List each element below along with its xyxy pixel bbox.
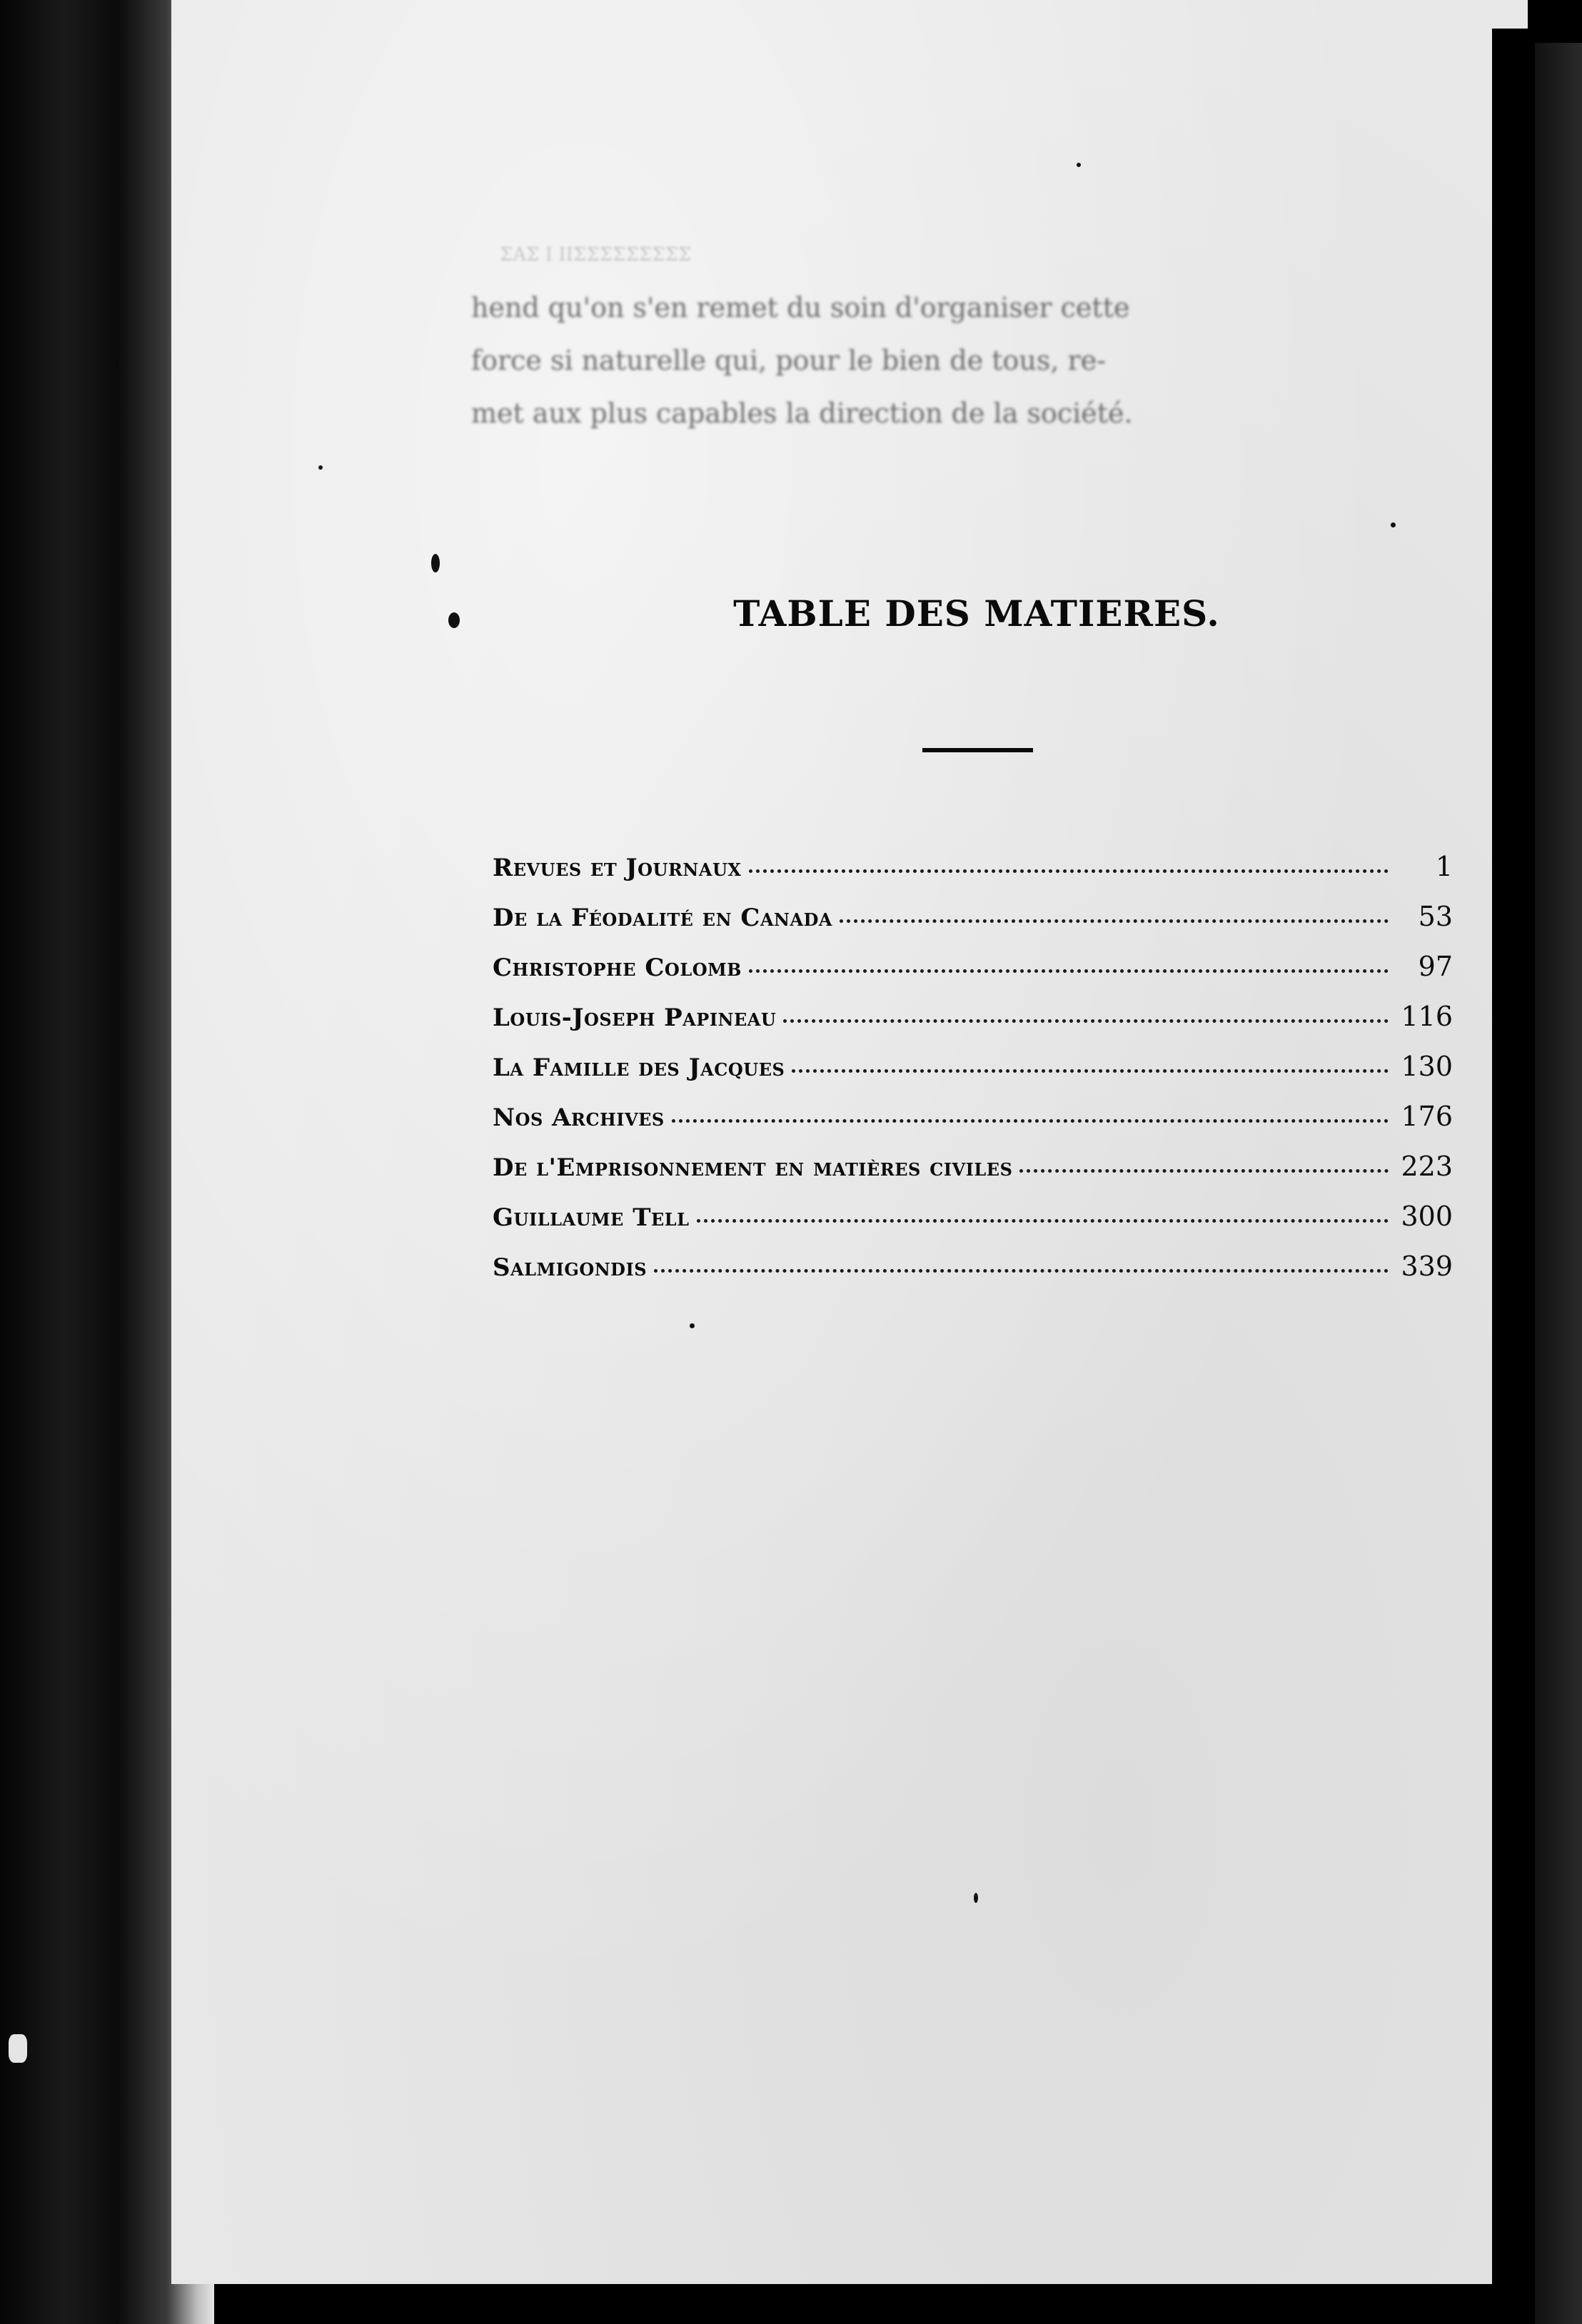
toc-entry-page: 176 xyxy=(1401,1101,1453,1132)
show-through-line: hend qu'on s'en remet du soin d'organiser cette xyxy=(471,292,1130,323)
toc-entry-title: Christophe Colomb xyxy=(493,954,742,982)
page-title: TABLE DES MATIERES. xyxy=(733,592,1220,635)
facing-page-edge xyxy=(1535,43,1582,2324)
toc-entry-page: 130 xyxy=(1401,1051,1453,1082)
toc-entry[interactable] xyxy=(493,951,1453,1001)
dot-leader xyxy=(654,1269,1389,1273)
ink-speck xyxy=(448,612,460,628)
dot-leader xyxy=(840,919,1389,923)
toc-entry[interactable] xyxy=(493,1101,1453,1151)
dot-leader xyxy=(783,1019,1389,1023)
toc-entry-page: 116 xyxy=(1401,1001,1453,1032)
toc-entry[interactable] xyxy=(493,901,1453,951)
table-of-contents xyxy=(493,851,1453,1300)
ink-speck xyxy=(690,1323,695,1328)
ink-speck xyxy=(318,465,323,470)
dot-leader xyxy=(697,1219,1389,1223)
toc-entry-page: 300 xyxy=(1401,1201,1453,1232)
toc-entry[interactable] xyxy=(493,1151,1453,1201)
title-divider xyxy=(922,748,1033,752)
toc-entry-title: Guillaume Tell xyxy=(493,1203,690,1232)
ink-speck xyxy=(431,554,440,572)
ink-speck xyxy=(974,1893,978,1903)
show-through-line: force si naturelle qui, pour le bien de tous, re- xyxy=(471,345,1107,376)
show-through-header: ΣΑΣ Ι ΙΙΣΣΣΣΣΣΣΣΣ xyxy=(500,244,692,266)
dot-leader xyxy=(1019,1169,1389,1173)
toc-entry-title: La Famille des Jacques xyxy=(493,1054,785,1082)
toc-entry-page: 53 xyxy=(1418,901,1453,932)
toc-entry-page: 223 xyxy=(1401,1151,1453,1182)
toc-entry[interactable] xyxy=(493,1001,1453,1051)
toc-entry-title: De l'Emprisonnement en matières civiles xyxy=(493,1153,1013,1182)
show-through-line: met aux plus capables la direction de la société. xyxy=(471,398,1133,429)
toc-entry-page: 339 xyxy=(1401,1251,1453,1282)
toc-entry[interactable] xyxy=(493,851,1453,901)
toc-entry-page: 1 xyxy=(1435,851,1453,882)
toc-entry[interactable] xyxy=(493,1051,1453,1101)
toc-entry-title: De la Féodalité en Canada xyxy=(493,904,833,932)
toc-entry[interactable] xyxy=(493,1201,1453,1251)
toc-entry-title: Nos Archives xyxy=(493,1103,665,1132)
dot-leader xyxy=(749,869,1389,873)
toc-entry-title: Revues et Journaux xyxy=(493,854,742,882)
toc-entry-page: 97 xyxy=(1418,951,1453,982)
dot-leader xyxy=(749,969,1389,973)
toc-entry-title: Salmigondis xyxy=(493,1253,648,1282)
show-through-text xyxy=(471,228,1442,440)
ink-speck xyxy=(1391,522,1396,527)
ink-speck xyxy=(9,2034,27,2063)
toc-entry[interactable] xyxy=(493,1251,1453,1300)
toc-entry-title: Louis-Joseph Papineau xyxy=(493,1004,777,1032)
ink-speck xyxy=(1077,163,1081,167)
dot-leader xyxy=(792,1069,1389,1073)
dot-leader xyxy=(672,1119,1389,1123)
